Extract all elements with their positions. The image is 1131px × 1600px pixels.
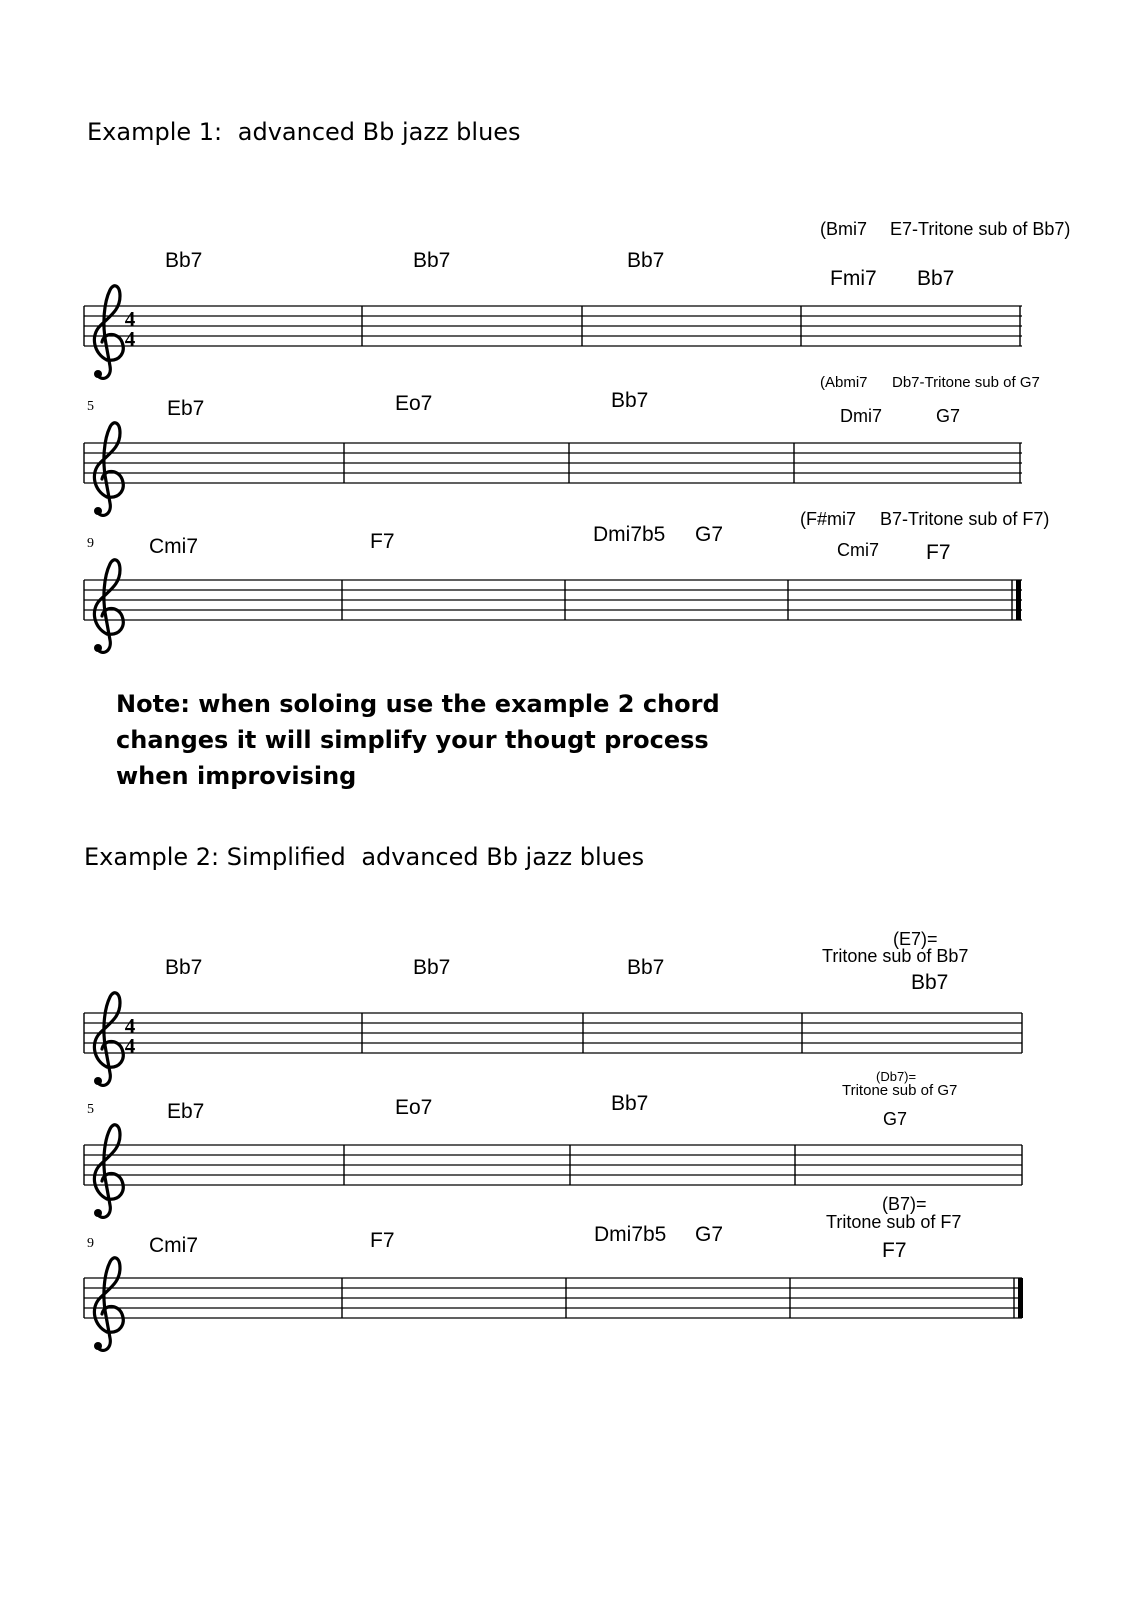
- ex2-row1-chord-1: Bb7: [165, 956, 203, 979]
- ex1-row2-staff: [84, 423, 1022, 516]
- ex1-row3-staff: [84, 560, 1022, 653]
- ex2-row1-chord-3: Bb7: [627, 956, 665, 979]
- ex2-row1-sub-line2: Tritone sub of Bb7: [822, 946, 969, 966]
- treble-clef-icon: [94, 1258, 123, 1351]
- soloing-note: Note: when soloing use the example 2 chord changes it will simplify your thougt process when improvising: [116, 690, 720, 790]
- ex2-row2-staff: [84, 1125, 1022, 1218]
- ex1-row3-sub-a: (F#mi7: [800, 509, 857, 529]
- ex2-time-sig-bottom: 4: [124, 1034, 136, 1058]
- ex1-row1-sub-b: E7-Tritone sub of Bb7): [890, 219, 1071, 239]
- ex1-row3-chord-2: F7: [370, 530, 395, 553]
- ex1-row2-sub-b: Db7-Tritone sub of G7: [892, 374, 1040, 391]
- ex1-row2-chord-1: Eb7: [167, 397, 205, 420]
- ex2-row2-measure-number: 5: [87, 1102, 94, 1117]
- ex1-row3-measure-number: 9: [87, 536, 94, 551]
- example2-title-text: advanced Bb jazz blues: [361, 843, 645, 871]
- ex1-row3-sub-b: B7-Tritone sub of F7): [880, 509, 1050, 529]
- ex2-row3-chord-3: Dmi7b5: [594, 1223, 667, 1246]
- ex2-row2-sub-line2: Tritone sub of G7: [842, 1082, 958, 1099]
- ex1-row3-chord-1: Cmi7: [149, 535, 199, 558]
- ex1-row1-chord-5: Bb7: [917, 267, 955, 290]
- ex1-row1-staff: [84, 286, 1022, 379]
- ex1-row3-chord-5: Cmi7: [837, 540, 880, 560]
- treble-clef-icon: [94, 993, 123, 1086]
- ex1-time-sig-bottom: 4: [124, 327, 136, 351]
- ex1-row1-sub-a: (Bmi7: [820, 219, 868, 239]
- ex1-row3-chord-4: G7: [695, 523, 724, 546]
- ex2-row3-sub-line2: Tritone sub of F7: [826, 1212, 962, 1232]
- ex1-row3-chord-3: Dmi7b5: [593, 523, 666, 546]
- treble-clef-icon: [94, 560, 123, 653]
- treble-clef-icon: [94, 423, 123, 516]
- ex2-row3-sub-line1: (B7)=: [882, 1194, 927, 1214]
- ex2-row1-staff: [84, 993, 1022, 1086]
- ex1-row1-chord-3: Bb7: [627, 249, 665, 272]
- ex1-row2-measure-number: 5: [87, 399, 94, 414]
- treble-clef-icon: [94, 1125, 123, 1218]
- ex1-row2-sub-a: (Abmi7: [820, 374, 868, 391]
- treble-clef-icon: [94, 286, 123, 379]
- ex1-row1-chord-4: Fmi7: [830, 267, 877, 290]
- ex1-row2-chord-2: Eo7: [395, 392, 433, 415]
- ex1-row2-chord-4: Dmi7: [840, 406, 883, 426]
- ex1-row1-chord-2: Bb7: [413, 249, 451, 272]
- ex1-row2-chord-5: G7: [936, 406, 961, 426]
- ex1-time-sig-top: 4: [124, 307, 136, 331]
- ex2-row1-sub-line1: (E7)=: [893, 929, 938, 949]
- ex2-row1-chord-2: Bb7: [413, 956, 451, 979]
- ex1-row1-chord-1: Bb7: [165, 249, 203, 272]
- example1-title-prefix: Example 1:: [87, 118, 223, 146]
- ex2-row2-sub-line1: (Db7)=: [876, 1069, 917, 1084]
- ex1-row2-chord-3: Bb7: [611, 389, 649, 412]
- ex2-time-sig-top: 4: [124, 1014, 136, 1038]
- ex2-row3-measure-number: 9: [87, 1236, 94, 1251]
- ex2-row1-chord-4: Bb7: [911, 971, 949, 994]
- ex2-row2-chord-1: Eb7: [167, 1100, 205, 1123]
- ex2-row2-chord-3: Bb7: [611, 1092, 649, 1115]
- ex2-row3-chord-1: Cmi7: [149, 1234, 199, 1257]
- example2-title-prefix: Example 2: Simplified: [84, 843, 346, 871]
- ex1-row3-chord-6: F7: [926, 541, 951, 564]
- ex2-row3-chord-4: G7: [695, 1223, 724, 1246]
- ex2-row3-chord-5: F7: [882, 1239, 907, 1262]
- ex2-row3-staff: [84, 1258, 1023, 1351]
- ex2-row2-chord-4: G7: [883, 1109, 908, 1129]
- ex2-row2-chord-2: Eo7: [395, 1096, 433, 1119]
- ex2-row3-chord-2: F7: [370, 1229, 395, 1252]
- example1-title-text: advanced Bb jazz blues: [237, 118, 521, 146]
